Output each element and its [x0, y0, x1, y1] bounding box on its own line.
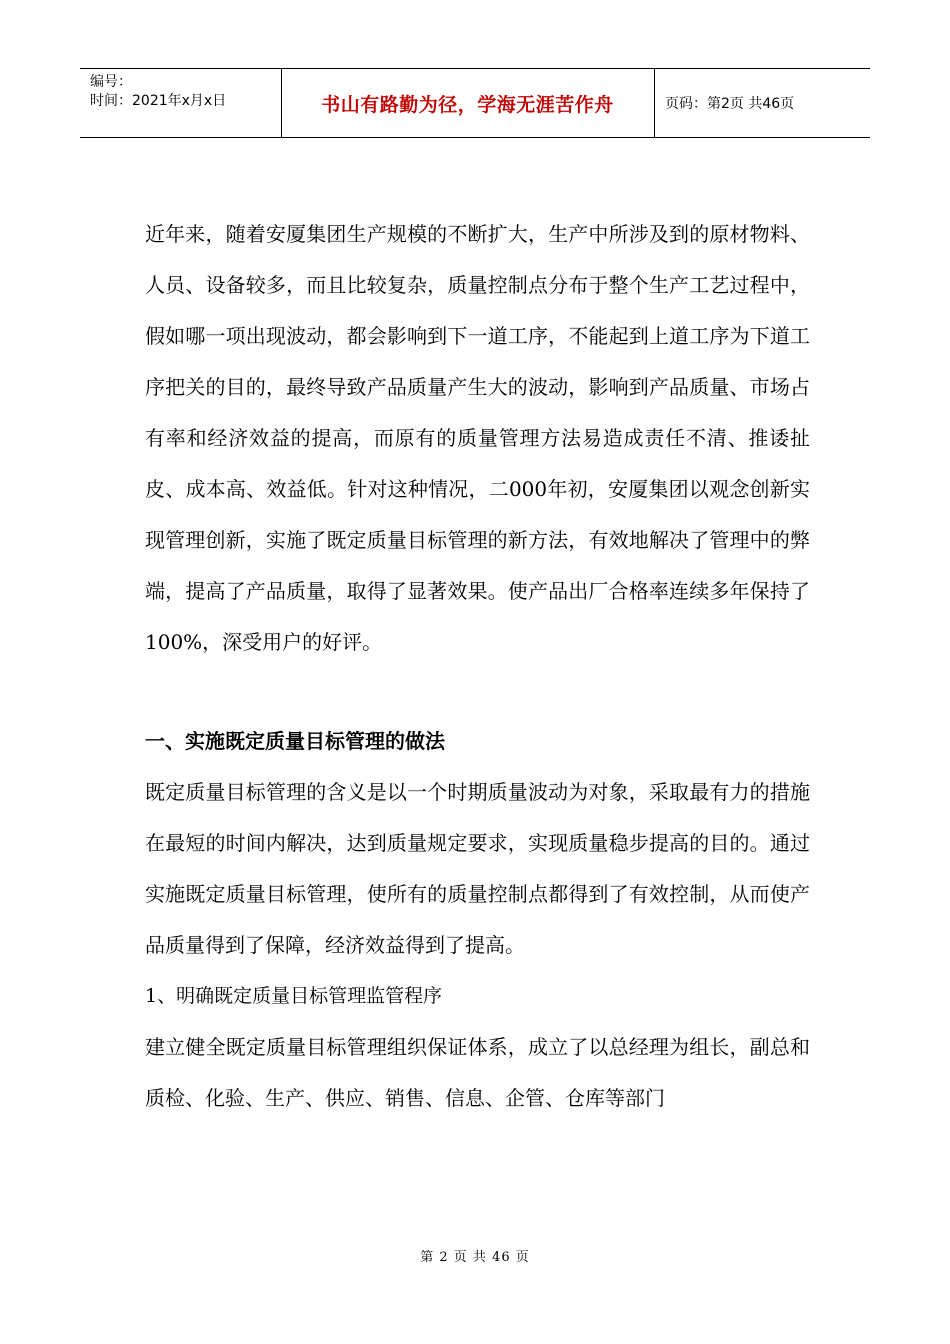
time-label: 时间：2021年x月x日: [90, 93, 227, 109]
subsection-paragraph: 建立健全既定质量目标管理组织保证体系，成立了以总经理为组长，副总和质检、化验、生产、供应、销售、信息、企管、仓库等部门: [145, 1035, 810, 1110]
paragraph-gap: [145, 668, 810, 716]
header-page-info: 页码：第2页 共46页: [665, 96, 795, 112]
header-meta: [90, 73, 280, 111]
header-divider: [654, 69, 655, 137]
document-header: [80, 68, 870, 138]
subsection-heading: 1、明确既定质量目标管理监管程序: [145, 985, 443, 1007]
section-heading: 一、实施既定质量目标管理的做法: [145, 729, 445, 753]
section-paragraph: 既定质量目标管理的含义是以一个时期质量波动为对象，采取最有力的措施在最短的时间内解决，达到质量规定要求，实现质量稳步提高的目的。通过实施既定质量目标管理，使所有的质量控制点都得到了有效控制，从而使产品质量得到了保障，经济效益得到了提高。: [145, 780, 810, 957]
intro-paragraph: 近年来，随着安厦集团生产规模的不断扩大，生产中所涉及到的原材物料、人员、设备较多，而且比较复杂，质量控制点分布于整个生产工艺过程中，假如哪一项出现波动，都会影响到下一道工序，不能起到上道工序为下道工序把关的目的，最终导致产品质量产生大的波动，影响到产品质量、市场占有率和经济效益的提高，而原有的质量管理方法易造成责任不清、推诿扯皮、成本高、效益低。针对这种情况，二000年初，安厦集团以观念创新实现管理创新，实施了既定质量目标管理的新方法，有效地解决了管理中的弊端，提高了产品质量，取得了显著效果。使产品出厂合格率连续多年保持了100%，深受用户的好评。: [145, 222, 810, 654]
number-label: 编号：: [90, 74, 132, 90]
header-motto: 书山有路勤为径，学海无涯苦作舟: [321, 93, 614, 116]
page-footer: 第 2 页 共 46 页: [420, 1250, 530, 1265]
document-body: [145, 209, 810, 1124]
